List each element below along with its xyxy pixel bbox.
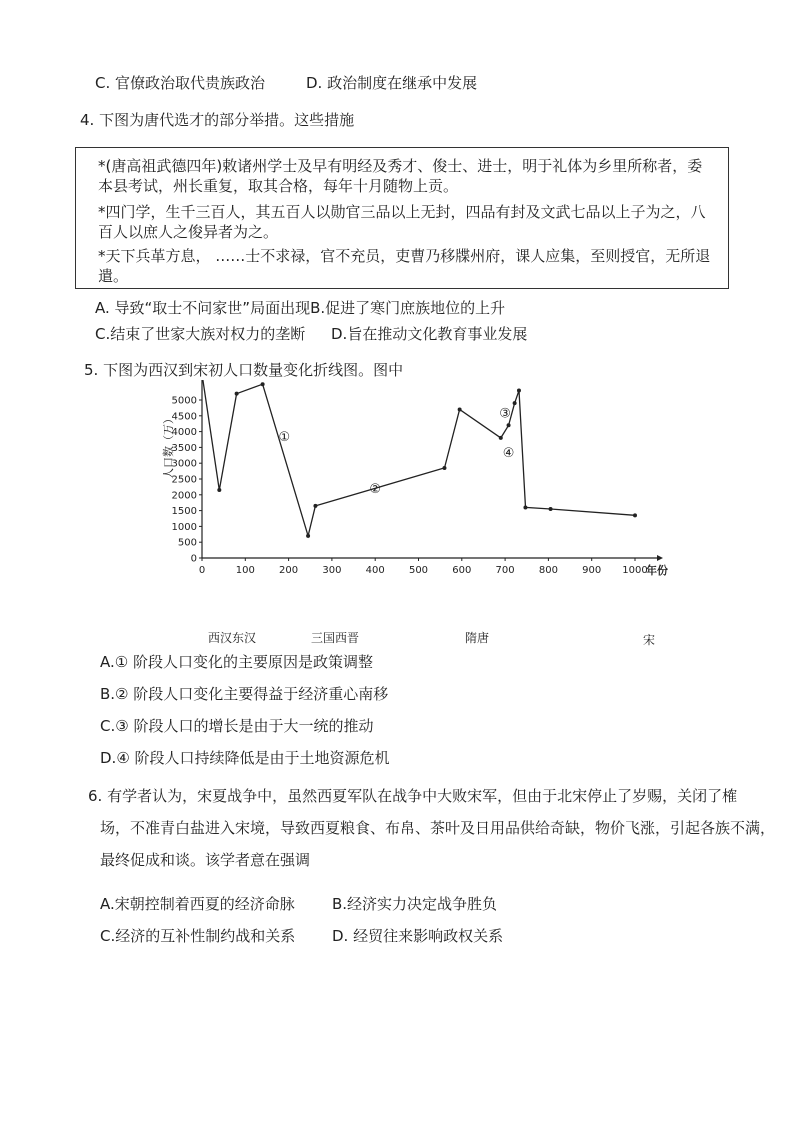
q3-option-c: C. 官僚政治取代贵族政治 — [95, 74, 266, 92]
data-point — [513, 401, 517, 405]
q5-stem: 5. 下图为西汉到宋初人口数量变化折线图。图中 — [84, 361, 404, 379]
y-tick-label: 2500 — [171, 474, 197, 486]
data-point — [507, 423, 511, 427]
q6-option-c: C.经济的互补性制约战和关系 — [100, 927, 296, 945]
data-point — [235, 392, 239, 396]
x-tick-label: 900 — [582, 565, 602, 576]
y-tick-label: 1000 — [171, 521, 197, 533]
q6-option-b: B.经济实力决定战争胜负 — [332, 895, 498, 913]
y-tick-label: 2000 — [171, 490, 197, 502]
q6-stem-line-2: 场，不准青白盐进入宋境，导致西夏粮食、布帛、茶叶及日用品供给奇缺，物价飞涨，引起各族不满， — [100, 819, 776, 837]
stage-marker-label: ② — [369, 482, 382, 498]
x-tick-label: 400 — [365, 565, 385, 576]
x-tick-label: 600 — [452, 565, 472, 576]
q4-box-line-1: *(唐高祖武德四年)敕诸州学士及早有明经及秀才、俊士、进士，明于礼体为乡里所称者，委 — [98, 157, 703, 175]
q3-option-d: D. 政治制度在继承中发展 — [306, 74, 478, 92]
x-tick-label: 800 — [538, 565, 558, 576]
stage-marker-label: ③ — [499, 406, 511, 422]
q5-option-b: B.② 阶段人口变化主要得益于经济重心南移 — [100, 685, 389, 703]
y-tick-label: 3000 — [171, 458, 197, 470]
q6-stem-line-1: 6. 有学者认为，宋夏战争中，虽然西夏军队在战争中大败宋军，但由于北宋停止了岁赐，关闭了榷 — [88, 787, 738, 805]
q4-quote-box — [75, 147, 729, 289]
chart-x-axis-label: 年份 — [646, 564, 668, 577]
q4-box-line-4: 百人以庶人之俊异者为之。 — [98, 223, 279, 241]
x-tick-label: 300 — [322, 565, 342, 576]
population-line-chart — [150, 380, 670, 580]
dynasty-label-2: 三国西晋 — [311, 631, 360, 645]
population-series-line — [203, 380, 635, 536]
stage-marker-label: ① — [278, 430, 291, 446]
q4-option-ab: A. 导致“取士不问家世”局面出现B.促进了寒门庶族地位的上升 — [95, 299, 506, 317]
q4-box-line-5: *天下兵革方息， ……士不求禄，官不充员，吏曹乃移牒州府，课人应集，至则授官，无所退 — [98, 247, 711, 265]
data-point — [499, 436, 503, 440]
x-axis-arrow — [657, 555, 663, 561]
q4-option-c: C.结束了世家大族对权力的垄断 — [95, 325, 306, 343]
q4-box-line-6: 遣。 — [98, 267, 129, 285]
chart-axes — [202, 380, 663, 561]
data-point — [523, 505, 527, 509]
q6-option-a: A.宋朝控制着西夏的经济命脉 — [100, 895, 295, 913]
y-tick-label: 1500 — [171, 506, 197, 518]
x-tick-label: 1000 — [622, 565, 648, 576]
dynasty-label-4: 宋 — [643, 633, 656, 647]
dynasty-label-1: 西汉东汉 — [208, 631, 257, 645]
chart-stage-markers — [278, 406, 514, 497]
data-point — [442, 466, 446, 470]
x-tick-label: 200 — [279, 565, 299, 576]
y-tick-label: 4500 — [171, 411, 197, 423]
data-point — [217, 488, 221, 492]
data-point — [313, 504, 317, 508]
y-tick-label: 5000 — [171, 395, 197, 407]
y-tick-label: 3500 — [171, 442, 197, 454]
data-point — [633, 513, 637, 517]
q6-stem-line-3: 最终促成和谈。该学者意在强调 — [100, 851, 311, 869]
q4-option-d: D.旨在推动文化教育事业发展 — [331, 325, 528, 343]
q5-option-d: D.④ 阶段人口持续降低是由于土地资源危机 — [100, 749, 390, 767]
y-tick-label: 500 — [177, 537, 197, 549]
data-point — [306, 534, 310, 538]
q4-box-line-3: *四门学，生千三百人，其五百人以勋官三品以上无封，四品有封及文武七品以上子为之，八 — [98, 203, 706, 221]
data-point — [517, 389, 521, 393]
y-tick-label: 0 — [190, 553, 197, 565]
x-tick-label: 0 — [198, 565, 206, 576]
x-tick-label: 700 — [495, 565, 515, 576]
q5-option-c: C.③ 阶段人口的增长是由于大一统的推动 — [100, 717, 374, 735]
chart-ticks — [172, 396, 648, 577]
data-point — [261, 382, 265, 386]
dynasty-label-3: 隋唐 — [465, 631, 490, 645]
data-point — [549, 507, 553, 511]
stage-marker-label: ④ — [502, 445, 515, 461]
chart-y-axis-label: 人口数（万） — [162, 413, 175, 479]
q5-option-a: A.① 阶段人口变化的主要原因是政策调整 — [100, 653, 373, 671]
y-tick-label: 4000 — [171, 427, 197, 439]
q4-stem: 4. 下图为唐代选才的部分举措。这些措施 — [80, 111, 355, 129]
q4-box-line-2: 本县考试，州长重复，取其合格，每年十月随物上贡。 — [98, 177, 459, 195]
x-tick-label: 500 — [408, 565, 429, 576]
chart-series — [203, 380, 637, 538]
q6-option-d: D. 经贸往来影响政权关系 — [332, 927, 504, 945]
x-tick-label: 100 — [235, 565, 255, 576]
data-point — [458, 407, 462, 411]
